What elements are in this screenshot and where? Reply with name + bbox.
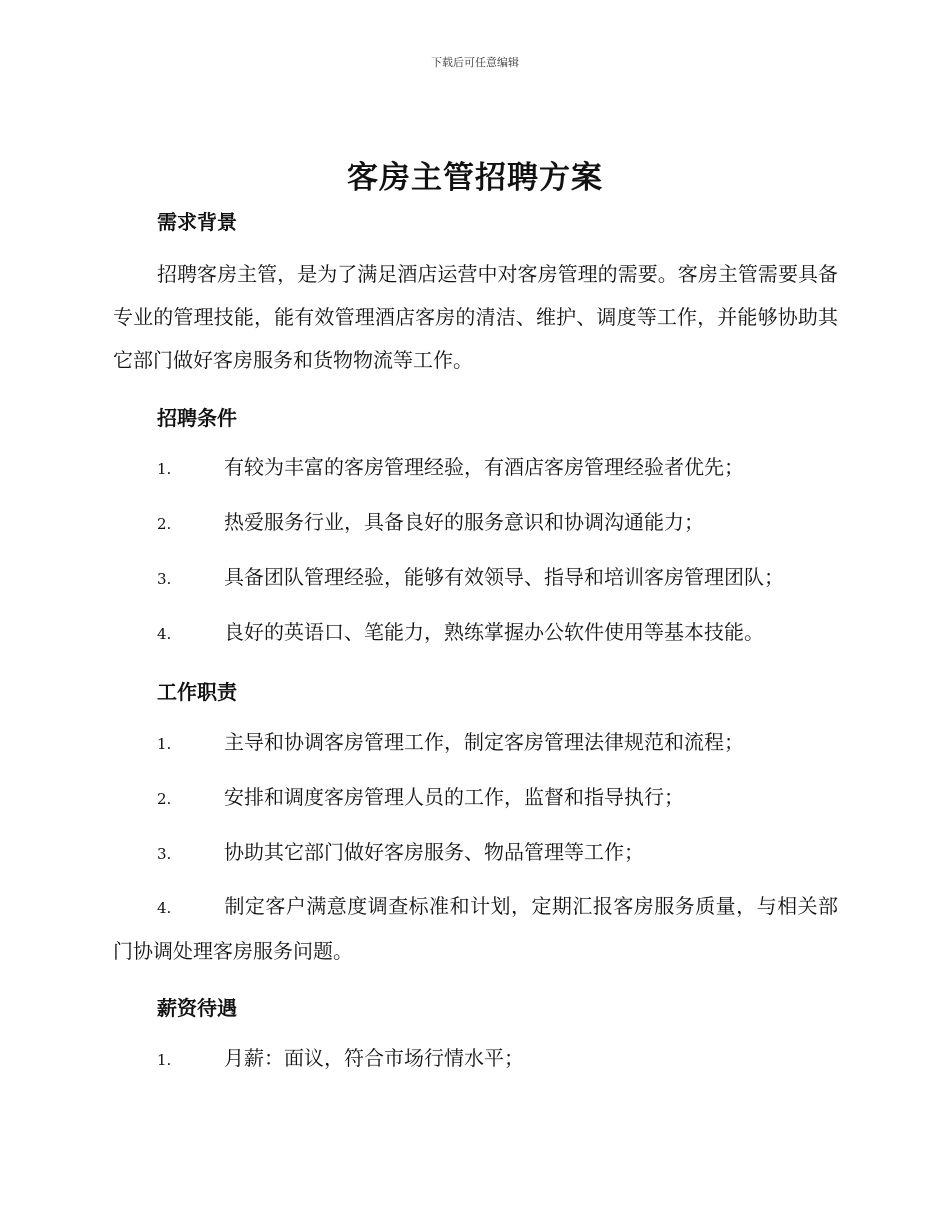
list-item-text: 月薪：面议，符合市场行情水平； [224, 1046, 524, 1070]
list-item [157, 616, 837, 650]
list-item [157, 506, 837, 540]
list-item-number: 3. [157, 845, 172, 863]
list-item-text: 具备团队管理经验，能够有效领导、指导和培训客房管理团队； [224, 565, 784, 589]
list-item-text: 协助其它部门做好客房服务、物品管理等工作； [224, 840, 644, 864]
list-item [157, 726, 837, 760]
list-item-text: 热爱服务行业，具备良好的服务意识和协调沟通能力； [224, 510, 704, 534]
section-heading-background: 需求背景 [157, 210, 237, 234]
list-item-number: 2. [157, 515, 172, 533]
background-paragraph: 招聘客房主管，是为了满足酒店运营中对客房管理的需要。客房主管需要具备专业的管理技能，能有效管理酒店客房的清洁、维护、调度等工作，并能够协助其它部门做好客房服务和货物物流等工作。 [113, 262, 838, 372]
section-heading-responsibilities: 工作职责 [157, 680, 237, 704]
list-item-text: 安排和调度客房管理人员的工作，监督和指导执行； [224, 785, 684, 809]
document-title: 客房主管招聘方案 [347, 160, 603, 196]
list-item-text: 制定客户满意度调查标准和计划，定期汇报客房服务质量，与相关部门协调处理客房服务问题。 [113, 894, 838, 963]
section-heading-requirements: 招聘条件 [157, 406, 237, 430]
list-item [157, 836, 837, 870]
list-item [157, 1042, 837, 1076]
list-item-text: 主导和协调客房管理工作，制定客房管理法律规范和流程； [224, 730, 744, 754]
list-item-number: 4. [157, 899, 172, 917]
header-note: 下载后可任意编辑 [431, 56, 519, 69]
section-heading-compensation: 薪资待遇 [157, 996, 237, 1020]
list-item-number: 1. [157, 1051, 172, 1069]
list-item-number: 3. [157, 570, 172, 588]
list-item [157, 561, 837, 595]
list-item-number: 1. [157, 735, 172, 753]
list-item-number: 4. [157, 625, 172, 643]
list-item-text: 有较为丰富的客房管理经验，有酒店客房管理经验者优先； [224, 455, 744, 479]
list-item-number: 1. [157, 460, 172, 478]
list-item [157, 451, 837, 485]
list-item [113, 885, 838, 973]
list-item-number: 2. [157, 790, 172, 808]
list-item [157, 781, 837, 815]
list-item-text: 良好的英语口、笔能力，熟练掌握办公软件使用等基本技能。 [224, 620, 764, 644]
